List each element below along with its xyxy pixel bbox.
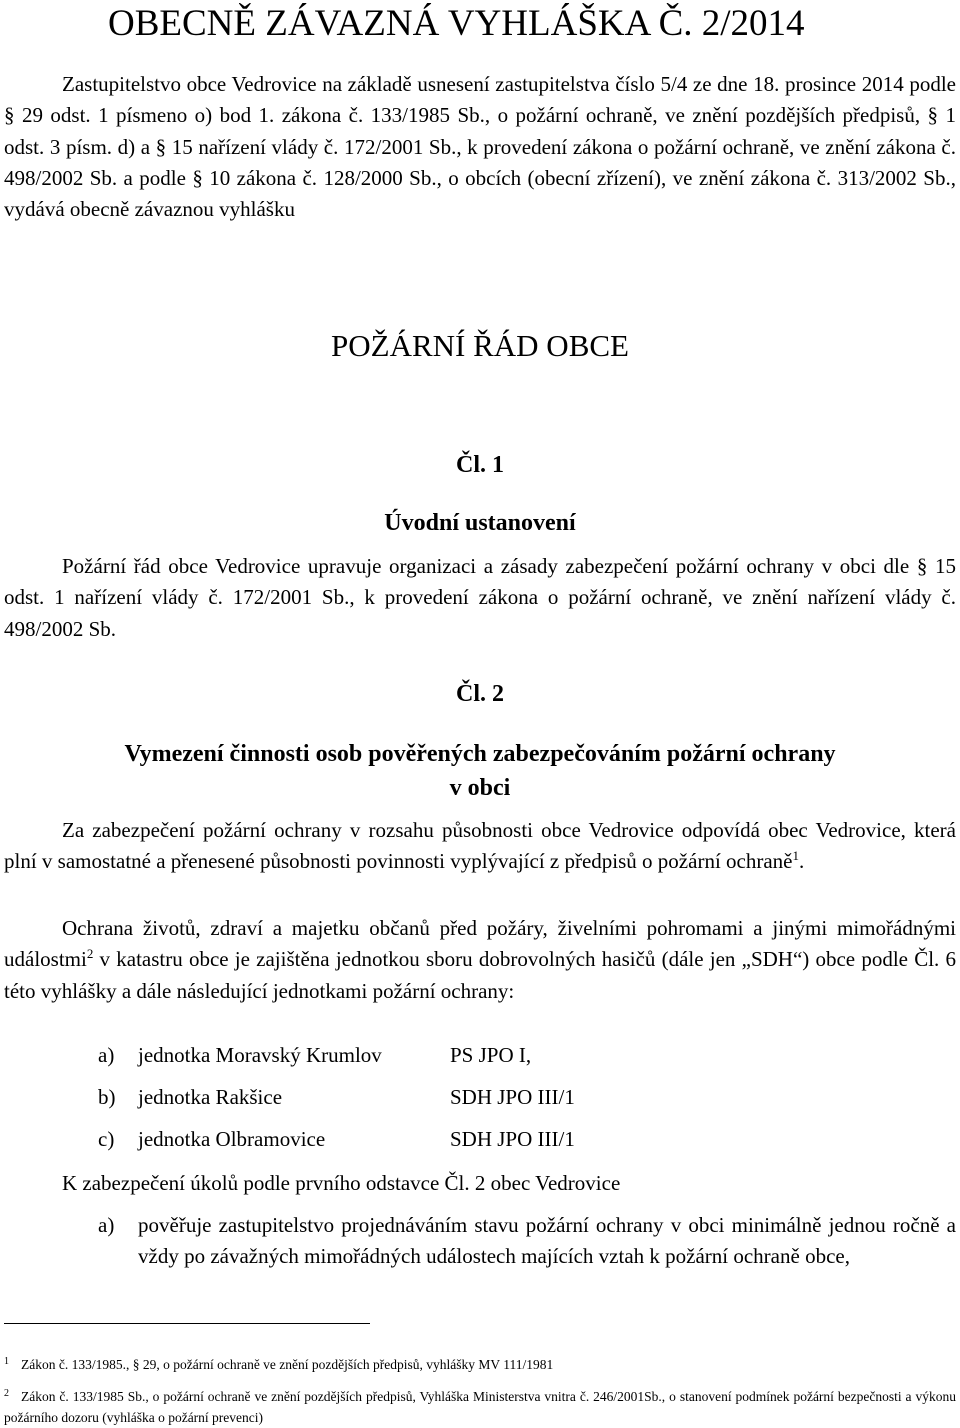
footnote-ref-2: 2 — [86, 946, 94, 962]
article-2-paragraph-3: K zabezpečení úkolů podle prvního odstavce Čl. 2 obec Vedrovice — [62, 1171, 621, 1195]
footnote-1 — [4, 1351, 956, 1375]
article-2-number: Čl. 2 — [456, 681, 504, 707]
paragraph-1-end: . — [798, 849, 805, 874]
article-2-title — [0, 737, 960, 805]
paragraph-1-text: Za zabezpečení požární ochrany v rozsahu působnosti obce Vedrovice odpovídá obec Vedrovice, která plní v samostatné a přenesené působnosti povinnosti vyplývající z předpisů o požární ochraně — [4, 818, 956, 874]
unit-name: jednotka Moravský Krumlov — [138, 1043, 382, 1067]
unit-name: jednotka Olbramovice — [138, 1127, 326, 1151]
list-item — [98, 1210, 958, 1272]
footnote-number: 1 — [4, 1356, 9, 1367]
intro-paragraph: Zastupitelstvo obce Vedrovice na základě usnesení zastupitelstva číslo 5/4 ze dne 18. prosince 2014 podle § 29 odst. 1 písmeno o) bod 1. zákona č. 133/1985 Sb., o požární ochraně, ve znění pozdějších předpisů, § 1 odst. 3 písm. d) a § 15 nařízení vlády č. 172/2001 Sb., k provedení zákona o požární ochraně, ve znění zákona č. 498/2002 Sb. a podle § 10 zákona č. 128/2000 Sb., o obcích (obecní zřízení), ve znění zákona č. 313/2002 Sb., vydává obecně závaznou vyhlášku — [4, 72, 956, 222]
paragraph-2-text-a: Ochrana životů, zdraví a majetku občanů před požáry, živelními pohromami a jinými mimořádnými událostmi — [4, 916, 956, 972]
list-item — [0, 1085, 960, 1115]
article-2-title-line1: Vymezení činnosti osob pověřených zabezpečováním požární ochrany — [124, 741, 836, 767]
paragraph-2-text-b: v katastru obce je zajištěna jednotkou sboru dobrovolných hasičů (dále jen „SDH“) obce podle Čl. 6 této vyhlášky a dále následující jednotkami požární ochrany: — [4, 947, 956, 1003]
item-text: pověřuje zastupitelstvo projednáváním stavu požární ochrany v obci minimálně jednou ročně a vždy po závažných mimořádných událostech majících vztah k požární ochraně obce, — [138, 1213, 956, 1268]
unit-letter: c) — [98, 1127, 115, 1151]
unit-category: PS JPO I, — [450, 1043, 532, 1067]
article-1-number: Čl. 1 — [456, 452, 504, 478]
unit-letter: a) — [98, 1043, 115, 1067]
unit-category: SDH JPO III/1 — [450, 1127, 575, 1151]
footnote-2 — [4, 1383, 956, 1428]
footnote-text: Zákon č. 133/1985., § 29, o požární ochraně ve znění pozdějších předpisů, vyhlášky MV 111/1981 — [21, 1357, 554, 1372]
footnote-number: 2 — [4, 1388, 9, 1399]
document-title: OBECNĚ ZÁVAZNÁ VYHLÁŠKA Č. 2/2014 — [108, 3, 805, 44]
unit-category: SDH JPO III/1 — [450, 1085, 575, 1109]
unit-letter: b) — [98, 1085, 116, 1109]
list-item — [0, 1043, 960, 1073]
unit-name: jednotka Rakšice — [138, 1085, 283, 1109]
item-label: a) — [98, 1213, 115, 1237]
article-1-text: Požární řád obce Vedrovice upravuje organizaci a zásady zabezpečení požární ochrany v obci dle § 15 odst. 1 nařízení vlády č. 172/2001 Sb., k provedení zákona o požární ochraně, ve znění nařízení vlády č. 498/2002 Sb. — [4, 554, 956, 641]
list-item — [0, 1127, 960, 1157]
article-2-paragraph-2 — [4, 913, 956, 1007]
article-2-paragraph-1 — [4, 815, 956, 878]
article-1-title: Úvodní ustanovení — [384, 510, 576, 536]
article-2-title-line2: v obci — [449, 775, 511, 801]
main-heading: POŽÁRNÍ ŘÁD OBCE — [331, 328, 629, 363]
footnote-divider — [4, 1323, 370, 1324]
footnote-ref-1: 1 — [792, 848, 799, 864]
footnote-text: Zákon č. 133/1985 Sb., o požární ochraně ve znění pozdějších předpisů, Vyhláška Ministerstva vnitra č. 246/2001Sb., o stanovení podmínek požární bezpečnosti a výkonu požárního dozoru (vyhláška o požární prevenci) — [4, 1389, 956, 1425]
